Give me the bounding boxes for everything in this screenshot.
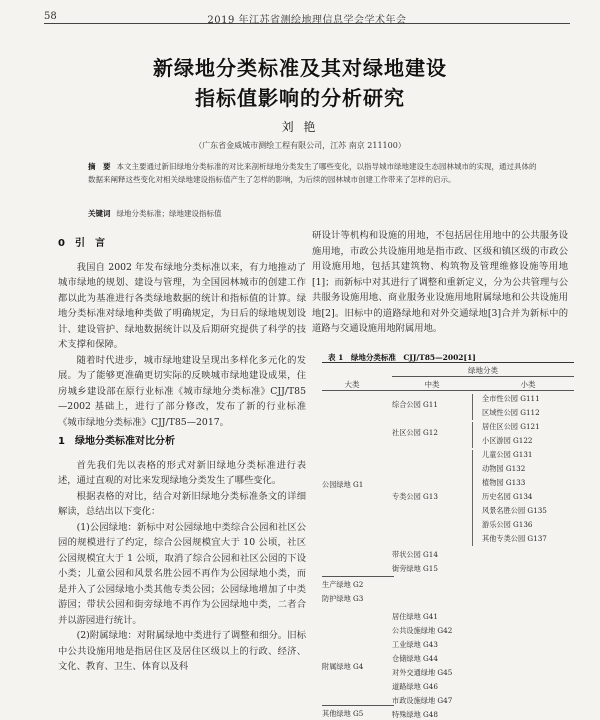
right-column [312,228,568,337]
abstract [88,160,540,186]
table-cell: 社区公园 G12 [392,428,438,437]
author-name: 刘 艳 [281,120,319,134]
table-header-rule [322,390,574,391]
table-cell: 区域性公园 G112 [482,408,540,417]
keywords [88,208,540,219]
header-rule [44,23,570,24]
table-cell: 植物园 G133 [482,478,526,487]
table-cell: 市政设施绿地 G47 [392,696,453,705]
table-sub-rule [392,376,574,377]
keywords-label: 关键词 [88,209,111,218]
table-header-group: 绿地分类 [468,366,498,375]
paper-title-line2: 指标值影响的分析研究 [195,86,405,110]
table-header-small: 小类 [520,380,536,389]
table-cell: 仓储绿地 G44 [392,654,438,663]
table-cell: 道路绿地 G46 [392,682,438,691]
abstract-label: 摘 要 [88,162,111,171]
table-cell: 小区游园 G122 [482,436,533,445]
table-cell: 工业绿地 G43 [392,640,438,649]
table-row-rule [322,705,394,706]
table-cell: 居住绿地 G41 [392,612,438,621]
table-top-rule [322,362,574,363]
author-affiliation: （广东省金威城市测绘工程有限公司，江苏 南京 211100） [194,141,406,150]
paragraph: 首先我们先以表格的形式对新旧绿地分类标准进行表述，通过直观的对比来发现绿地分类发生了哪些变化。 [58,459,306,486]
paragraph: 随着时代进步，城市绿地建设呈现出多样化多元化的发展。为了能够更准确更切实际的反映城市绿地建设成果，住房城乡建设部在原行业标准《城市绿地分类标准》CJJ/T85—2002 基础上，进行了部分修改，发布了新的行业标准《城市绿地分类标准》CJJ/T85—2017。 [58,354,306,428]
table-header-mid: 中类 [424,380,440,389]
table-caption: 表 1 绿地分类标准 CJJ/T85—2002[1] [328,353,476,362]
table-bracket [472,394,473,420]
table-cell: 居住区公园 G121 [482,422,540,431]
abstract-text: 本文主要通过新旧绿地分类标准的对比来剖析绿地分类发生了哪些变化，以指导城市绿地建设生态园林城市的实现，通过具体的数据来阐释这些变化对相关绿地建设指标值产生了怎样的影响，为后续的园林城市创建工作带来了怎样的启示。 [88,162,537,184]
table-cell: 历史名园 G134 [482,492,533,501]
paragraph: (1)公园绿地：新标中对公园绿地中类综合公园和社区公园的规模进行了约定，综合公园规模宜大于 10 公顷，社区公园规模宜大于 1 公顷，取消了综合公园和社区公园的下设小类；儿童公园和风景名胜公园不再作为公园绿地小类，而是并入了公园绿地小类其他专类公园；公园绿地增加了中类游园；带状公园和街旁绿地不再作为公园绿地中类，二者合并以游园进行统计。 [58,521,306,626]
table-bracket [472,422,473,448]
page-number: 58 [44,11,57,22]
section-heading-comparison: 1 绿地分类标准对比分析 [58,436,175,447]
table-cell: 风景名胜公园 G135 [482,506,547,515]
journal-name: 2019 年江苏省测绘地理信息学会学术年会 [207,15,407,26]
table-cell: 特殊绿地 G48 [392,710,438,719]
section-heading-intro: 0 引 言 [58,238,105,249]
paper-title-line1: 新绿地分类标准及其对绿地建设 [153,56,447,80]
paragraph: 我国自 2002 年发布绿地分类标准以来，有力地推动了城市绿地的规划、建设与管理，为全国园林城市的创建工作都以此为基准进行各类绿地数据的统计和指标值的计算。绿地分类标准对绿地种类做了明确规定，为日后的绿地规划设计、建设管护、绿地数据统计以及后期研究提供了科学的技术支撑和保障。 [58,261,306,350]
table-cell: 公园绿地 G1 [322,480,364,489]
table-cell: 防护绿地 G3 [322,594,364,603]
table-cell: 带状公园 G14 [392,550,438,559]
table-cell: 生产绿地 G2 [322,580,364,589]
table-bracket [472,450,473,546]
table-cell: 公共设施绿地 G42 [392,626,453,635]
table-header-major: 大类 [344,380,360,389]
table-cell: 游乐公园 G136 [482,520,533,529]
paragraph: 根据表格的对比，结合对新旧绿地分类标准条文的详细解读，总结出以下变化： [58,490,306,517]
table-cell: 街旁绿地 G15 [392,564,438,573]
table-cell: 儿童公园 G131 [482,450,533,459]
table-cell: 专类公园 G13 [392,492,438,501]
table-cell: 附属绿地 G4 [322,662,364,671]
paragraph: (2)附属绿地：对附属绿地中类进行了调整和细分。旧标中公共设施用地是指居住区及居住区级以上的行政、经济、文化、教育、卫生、体育以及科 [58,630,306,672]
left-column [58,228,306,675]
table-cell: 动物园 G132 [482,464,526,473]
table-cell: 综合公园 G11 [392,400,438,409]
keywords-text: 绿地分类标准；绿地建设指标值 [116,209,222,218]
table-cell: 对外交通绿地 G45 [392,668,453,677]
table-row-rule [322,576,394,577]
table-cell: 其他专类公园 G137 [482,534,547,543]
paragraph: 研设计等机构和设施的用地，不包括居住用地中的公共服务设施用地，市政公共设施用地是指市政、区级和镇区级的市政公用设施用地，包括其建筑物、构筑物及管理维修设施等用地[1]；而新标中对其进行了调整和重新定义，分为公共管理与公共服务设施用地、商业服务业设施用地附属绿地和公共设施用地[2]。旧标中的道路绿地和对外交通绿地[3]合并为新标中的道路与交通设施用地附属用地。 [312,230,568,334]
table-cell: 其他绿地 G5 [322,709,364,718]
classification-table [322,362,574,719]
table-cell: 全市性公园 G111 [482,394,540,403]
